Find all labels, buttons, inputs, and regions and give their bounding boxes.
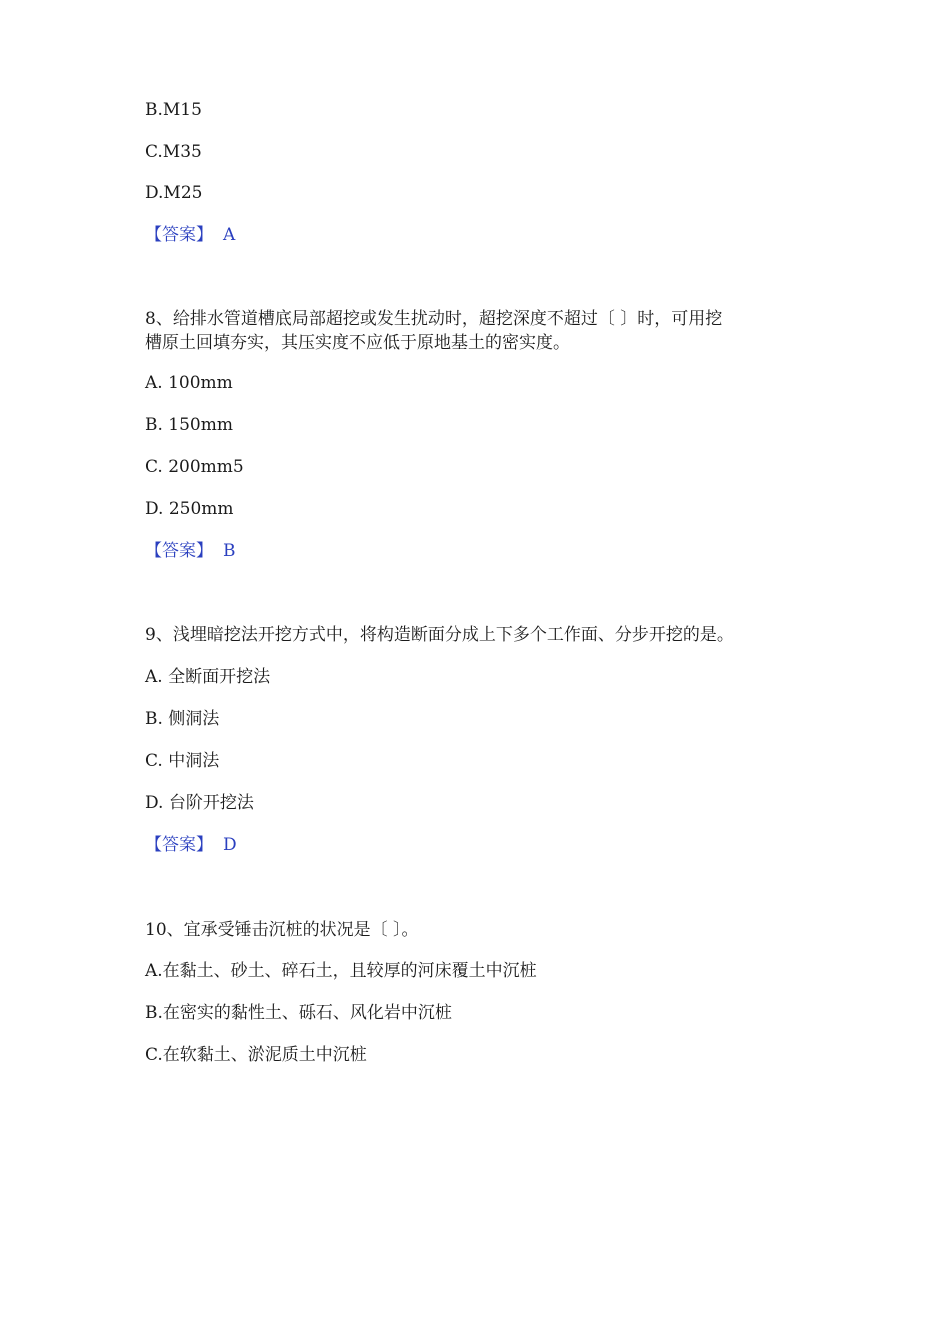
q9-option-a: A. 全断面开挖法 [145,667,271,687]
answer-value: B [223,541,236,561]
q8-answer [145,539,236,563]
q9-answer [145,833,237,857]
answer-value: D [223,835,237,855]
q8-option-d: D. 250mm [145,499,234,519]
q8-stem-line1: 8、给排水管道槽底局部超挖或发生扰动时，超挖深度不超过〔 〕时，可用挖 [145,309,723,329]
answer-label: 【答案】 [145,541,213,561]
answer-label: 【答案】 [145,835,213,855]
q9-option-b: B. 侧洞法 [145,709,220,729]
q10-option-a: A.在黏土、砂土、碎石土，且较厚的河床覆土中沉桩 [145,961,537,981]
prev-option-d: D.M25 [145,183,203,203]
q9-stem: 9、浅埋暗挖法开挖方式中，将构造断面分成上下多个工作面、分步开挖的是。 [145,625,734,645]
answer-value: A [223,225,236,245]
q10-stem: 10、宜承受锤击沉桩的状况是〔 〕。 [145,920,419,940]
q9-option-d: D. 台阶开挖法 [145,793,254,813]
q8-stem-line2: 槽原土回填夯实，其压实度不应低于原地基土的密实度。 [145,333,570,353]
answer-label: 【答案】 [145,225,213,245]
q8-option-c: C. 200mm5 [145,457,244,477]
prev-option-b: B.M15 [145,100,202,120]
q9-option-c: C. 中洞法 [145,751,220,771]
q10-option-b: B.在密实的黏性土、砾石、风化岩中沉桩 [145,1003,452,1023]
prev-option-c: C.M35 [145,142,202,162]
q8-option-b: B. 150mm [145,415,233,435]
prev-answer [145,223,235,247]
q10-option-c: C.在软黏土、淤泥质土中沉桩 [145,1045,367,1065]
q8-option-a: A. 100mm [145,373,233,393]
